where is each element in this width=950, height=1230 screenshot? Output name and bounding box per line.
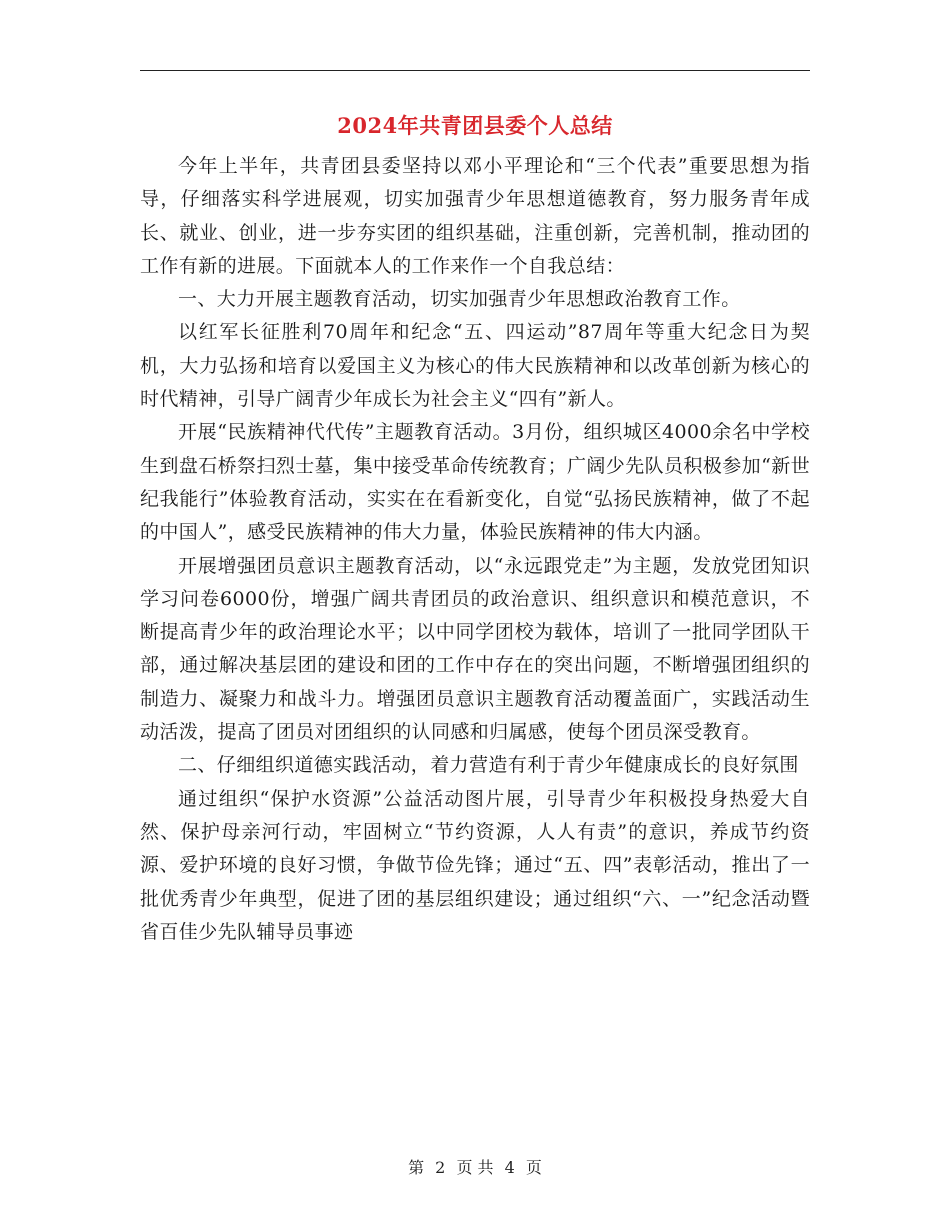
document-title: 2024年共青团县委个人总结 (337, 113, 613, 138)
footer-mid: 页 共 (456, 1158, 494, 1177)
paragraph: 以红军长征胜利70周年和纪念“五、四运动”87周年等重大纪念日为契机，大力弘扬和培育以爱国主义为核心的伟大民族精神和以改革创新为核心的时代精神，引导广阔青少年成长为社会主义“四有”新人。 (140, 321, 810, 411)
footer-page-current: 2 (435, 1158, 446, 1177)
paragraph-intro: 今年上半年，共青团县委坚持以邓小平理论和“三个代表”重要思想为指导，仔细落实科学进展观，切实加强青少年思想道德教育，努力服务青年成长、就业、创业，进一步夯实团的组织基础，注重创新，完善机制，推动团的工作有新的进展。下面就本人的工作来作一个自我总结： (140, 155, 810, 277)
paragraph: 开展增强团员意识主题教育活动，以“永远跟党走”为主题，发放党团知识学习问卷6000份，增强广阔共青团员的政治意识、组织意识和模范意识，不断提高青少年的政治理论水平；以中同学团校为载体，培训了一批同学团队干部，通过解决基层团的建设和团的工作中存在的突出问题，不断增强团组织的制造力、凝聚力和战斗力。增强团员意识主题教育活动覆盖面广，实践活动生动活泼，提高了团员对团组织的认同感和归属感，使每个团员深受教育。 (140, 554, 810, 744)
document-body (140, 150, 810, 949)
paragraph: 开展“民族精神代代传”主题教育活动。3月份，组织城区4000余名中学校生到盘石桥祭扫烈士墓，集中接受革命传统教育；广阔少先队员积极参加“新世纪我能行”体验教育活动，实实在在看新变化，自觉“弘扬民族精神，做了不起的中国人”，感受民族精神的伟大力量，体验民族精神的伟大内涵。 (140, 421, 810, 544)
page-footer (0, 1155, 950, 1178)
paragraph: 通过组织“保护水资源”公益活动图片展，引导青少年积极投身热爱大自然、保护母亲河行动，牢固树立“节约资源，人人有责”的意识，养成节约资源、爱护环境的良好习惯，争做节俭先锋；通过“五、四”表彰活动，推出了一批优秀青少年典型，促进了团的基层组织建设；通过组织“六、一”纪念活动暨省百佳少先队辅导员事迹 (140, 787, 810, 943)
footer-page-total: 4 (504, 1158, 515, 1177)
section-heading-1: 一、大力开展主题教育活动，切实加强青少年思想政治教育工作。 (178, 288, 741, 311)
header-rule (140, 70, 810, 71)
section-heading-2: 二、仔细组织道德实践活动，着力营造有利于青少年健康成长的良好氛围 (178, 754, 799, 777)
footer-suffix: 页 (525, 1158, 542, 1177)
footer-prefix: 第 (408, 1158, 425, 1177)
